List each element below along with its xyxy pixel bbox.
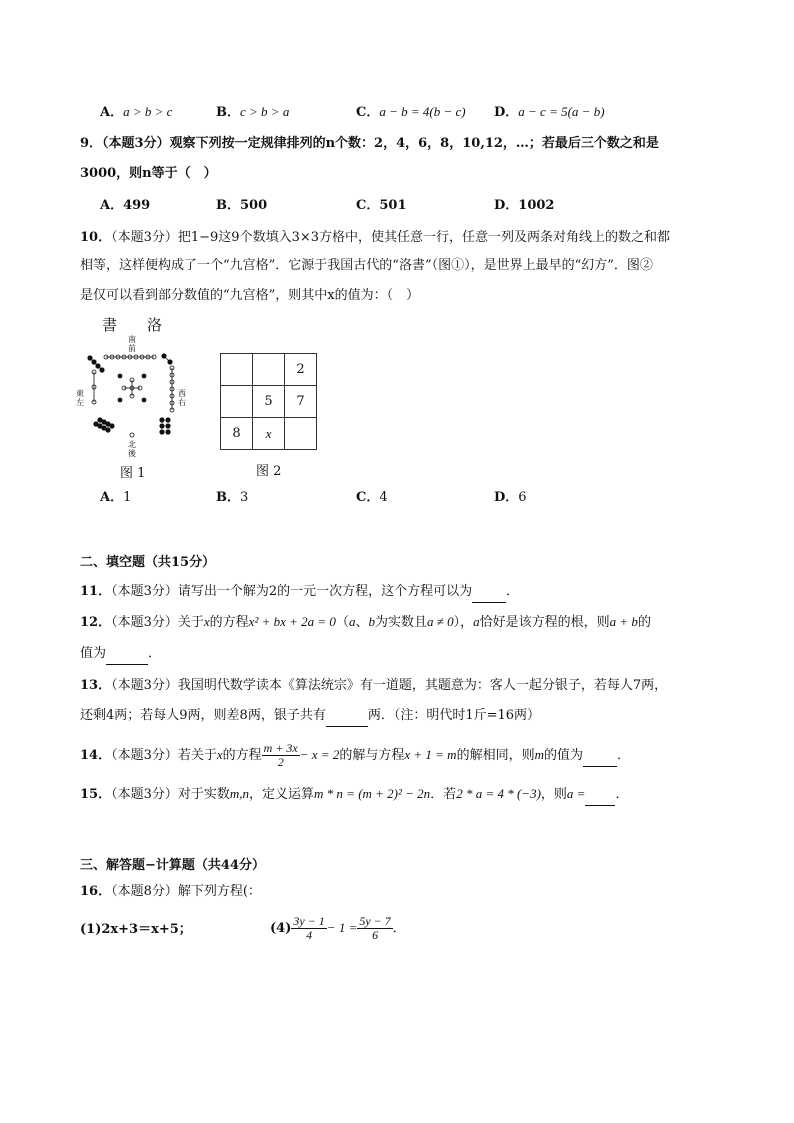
figure1-right-label: 西右 (178, 389, 186, 407)
figure1-top-label: 南前 (128, 335, 136, 353)
q16-sub4: (4) $\frac{3y - 1}{4}$ − 1 = $\frac{5y - 7}{6}$ ． (270, 914, 406, 942)
q9-line2: 3000，则n等于（ ） (80, 166, 217, 181)
q8-option-d: D．a − c = 5(a − b) (494, 104, 605, 120)
grid-cell (285, 418, 317, 450)
grid-cell (221, 354, 253, 386)
q15: 15．（本题3分）对于实数m,n，定义运算m * n = (m + 2)² − 2n．若2 * a = 4 * (−3)，则a = ． (80, 784, 628, 806)
figure1-bottom-label: 北後 (128, 440, 136, 458)
q10-option-a: A．1 (100, 490, 132, 505)
answer-blank[interactable] (106, 644, 148, 665)
nine-square-grid (220, 353, 317, 450)
q9-line1: 9．（本题3分）观察下列按一定规律排列的n个数：2，4，6，8，10,12，…；若最后三个数之和是 (80, 136, 659, 151)
q13-line1: 13．（本题3分）我国明代数学读本《算法统宗》有一道题，其题意为：客人一起分银子，若每人7两， (80, 678, 668, 693)
q16: 16．（本题8分）解下列方程(： (80, 884, 261, 899)
grid-cell: 8 (221, 418, 253, 450)
grid-cell (221, 386, 253, 418)
q10-option-c: C．4 (356, 490, 388, 505)
q9-option-c: C．501 (356, 198, 407, 213)
q10-option-d: D．6 (494, 490, 527, 505)
q10-line2: 相等，这样便构成了一个“九宫格”．它源于我国古代的“洛書”（图①），是世界上最早的“幻方”．图② (80, 258, 653, 273)
q11: 11．（本题3分）请写出一个解为2的一元一次方程，这个方程可以为 ． (80, 582, 519, 603)
q10-line3: 是仅可以看到部分数值的“九宫格”，则其中x的值为：（ ） (80, 288, 420, 303)
grid-cell-x: x (253, 418, 285, 450)
fraction: $\frac{5y - 7}{6}$ (359, 914, 391, 942)
answer-blank[interactable] (583, 746, 617, 767)
grid-cell: 2 (285, 354, 317, 386)
fraction: $\frac{m + 3x}{2}$ (263, 741, 298, 769)
fraction: $\frac{3y - 1}{4}$ (293, 914, 325, 942)
section3-title: 三、解答题−计算题（共44分） (80, 858, 265, 873)
grid-cell: 7 (285, 386, 317, 418)
q14: 14．（本题3分）若关于x的方程 $\frac{m + 3x}{2}$ − x = 2的解与方程x + 1 = m的解相同，则m的值为 ． (80, 741, 630, 769)
answer-blank[interactable] (326, 706, 368, 727)
answer-blank[interactable] (585, 785, 615, 806)
q8-option-a: A．a > b > c (100, 104, 173, 120)
answer-blank[interactable] (472, 582, 506, 603)
figure2-caption: 图 2 (256, 464, 282, 479)
section2-title: 二、填空题（共15分） (80, 555, 216, 570)
q10-line1: 10．（本题3分）把1−9这9个数填入3×3方格中，使其任意一行，任意一列及两条对角线上的数之和都 (80, 230, 671, 245)
q9-option-b: B．500 (216, 198, 268, 213)
luoshu-diagram (84, 340, 184, 445)
q8-option-c: C．a − b = 4(b − c) (356, 104, 466, 120)
q10-option-b: B．3 (216, 490, 249, 505)
q9-option-a: A．499 (100, 198, 151, 213)
grid-cell: 5 (253, 386, 285, 418)
q12-line1: 12．（本题3分）关于x的方程x² + bx + 2a = 0（a、b为实数且a ≠ 0），a恰好是该方程的根，则a + b的 (80, 614, 651, 630)
q13-line2: 还剩4两；若每人9两，则差8两，银子共有 两．（注：明代时1斤=16两） (80, 706, 540, 727)
figure1-title: 書 洛 (102, 316, 163, 334)
q16-sub1: (1)2x+3＝x+5； (80, 922, 192, 937)
q12-line2: 值为 ． (80, 644, 161, 665)
figure1-caption: 图 1 (120, 466, 146, 481)
figure1-left-label: 東左 (76, 389, 84, 407)
q9-option-d: D．1002 (494, 198, 555, 213)
q8-option-b: B．c > b > a (216, 104, 290, 120)
grid-cell (253, 354, 285, 386)
